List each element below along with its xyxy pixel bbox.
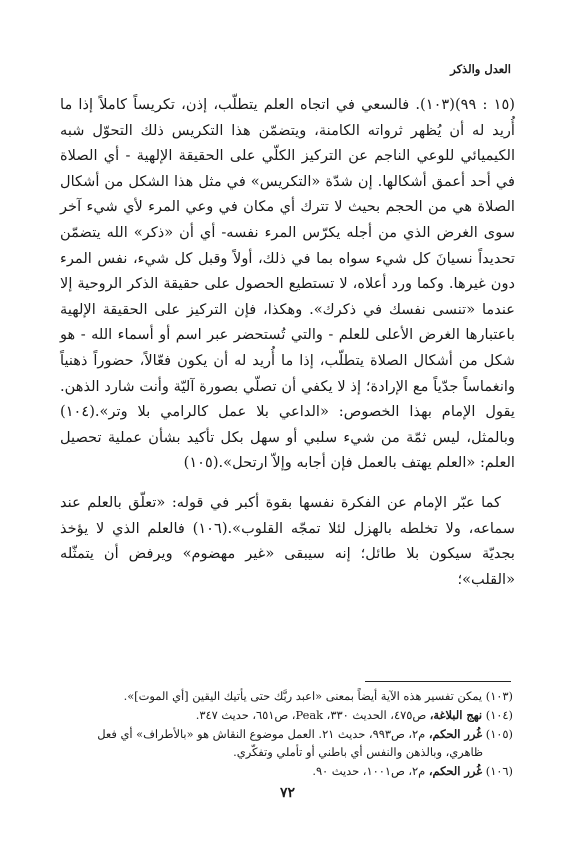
footnote-text: يمكن تفسير هذه الآية أيضاً بمعنى «اعبد ربَّك حتى يأتيك اليقين [أي الموت]». (123, 689, 483, 703)
footnote (60, 688, 513, 705)
body-text (60, 92, 515, 592)
footnote-number: (١٠٣) (485, 689, 513, 703)
footnote-number: (١٠٥) (485, 727, 513, 742)
footnote-number: (١٠٦) (485, 763, 513, 778)
running-head: العدل والذكر (450, 62, 511, 76)
footnote-source: غُرر الحكم، (428, 763, 483, 778)
footnotes (60, 688, 513, 782)
footnote-source: غُرر الحكم، (428, 727, 483, 742)
footnote-text: م٢، ص٩٩٣، حديث ٢١. العمل موضوع النقاش هو «بالأطراف» أي فعل ظاهري، وبالذهن والنفس أي باطني أو تأملي وتفكّري. (97, 727, 483, 759)
footnote (60, 763, 513, 780)
footnote-text: م٢، ص١٠٠١، حديث ٩٠. (312, 763, 426, 778)
footnote (60, 726, 513, 760)
footnote-divider (365, 681, 511, 682)
footnote (60, 707, 513, 724)
paragraph: (١٥ : ٩٩)(١٠٣). فالسعي في اتجاه العلم يتطلّب، إذن، تكريساً كاملاً إذا ما أُريد له أن يُظهر ثرواته الكامنة، ويتضمّن هذا التكريس ذلك التحوّل شبه الكيميائي للوعي الناجم عن التركيز الكلّي على الحقيقة الإلهية - أي الصلاة في أحد أعمق أشكالها. إن شدّة «التكريس» في مثل هذا الشكل من أشكال الصلاة هي من الحجم بحيث لا تترك أي مكان في وعي المرء لأي شيء آخر سوى الغرض الذي من أجله يكرّس المرء نفسه- أي أن «ذكر» الله يتضمّن تحديداً نسيانَ كل شيء سواه بما في ذلك، أولاً وقبل كل شيء، نفس المرء دون غيرها. وكما ورد أعلاه، لا تستطيع الحصول على حقيقة الذكر الروحية إلا عندما «تنسى نفسك في ذكرك». وهكذا، فإن التركيز على الحقيقة الإلهية باعتبارها الغرض الأعلى للعلم - والتي تُستحضر عبر اسم أو أسماء الله - هو شكل من أشكال الصلاة يتطلّب، إذا ما أُريد له أن يكون فعّالاً، حضوراً ذهنياً وانغماساً جدّياً مع الإرادة؛ إذ لا يكفي أن تصلّي بصورة آليّة وأنت شارد الذهن. يقول الإمام بهذا الخصوص: «الداعي بلا عمل كالرامي بلا وتر».(١٠٤) وبالمثل، ليس ثمّة من شيء سلبي أو سهل بكل تأكيد بشأن عملية تحصيل العلم: «العلم يهتف بالعمل فإن أجابه وإلاّ ارتحل».(١٠٥) (60, 96, 515, 472)
footnote-number: (١٠٤) (485, 708, 513, 723)
page-number: ٧٢ (279, 785, 296, 801)
paragraph: كما عبّر الإمام عن الفكرة نفسها بقوة أكبر في قوله: «تعلّق بالعلم عند سماعه، ولا تخلطه بالهزل لئلا تمجّه القلوب».(١٠٦) فالعلم الذي لا يؤخذ بجديّة سيكون بلا طائل؛ إنه سيبقى «غير مهضوم» ويرفض أن يتمثّله «القلب»؛ (60, 493, 515, 588)
footnote-source: نهج البلاغة، (429, 708, 483, 723)
footnote-text: ص٤٧٥، الحديث ٣٣٠، Peak، ص٦٥١، حديث ٣٤٧. (195, 708, 427, 723)
